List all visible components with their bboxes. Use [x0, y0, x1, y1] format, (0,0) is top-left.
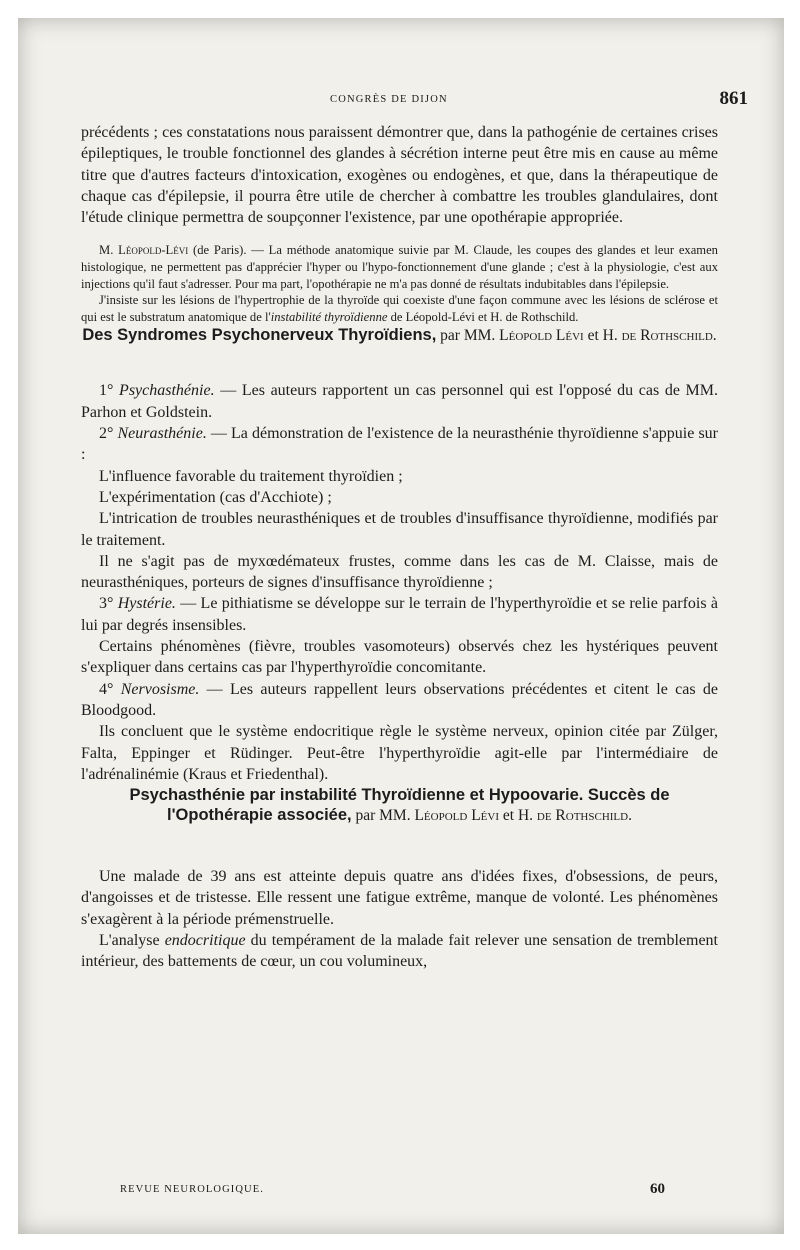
section1-by: par MM. — [436, 327, 500, 345]
item2-number: 2° — [99, 425, 118, 443]
discussion-text-1: — La méthode anatomique suivie par M. Claude, les coupes des glandes et leur examen histologique, ne permettent pas d'apprécier l'hyper ou l'hypo-fonctionnement d'une glande ; c'est à la physiologie, c'est aux injections qu'il faut s'adresser. Pour ma part, l'opothérapie ne m'a pas donné de résultats indubitables dans l'épilepsie. — [81, 243, 718, 291]
signature-number: 60 — [650, 1181, 665, 1197]
neurasthenie-point-4: Il ne s'agit pas de myxœdémateux frustes, comme dans les cas de M. Claisse, mais de neurasthéniques, porteurs de signes d'insuffisance thyroïdienne ; — [81, 552, 718, 592]
section2-title-text: Psychasthénie par instabilité Thyroïdienne et Hypoovarie. Succès de l'Opothérapie associée, — [129, 786, 670, 825]
neurasthenie-point-3: L'intrication de troubles neurasthéniques et de troubles d'insuffisance thyroïdienne, modifiés par le traitement. — [81, 510, 718, 549]
hysterie-point-1: Certains phénomènes (fièvre, troubles vasomoteurs) observés chez les hystériques peuvent s'expliquer dans certains cas par l'hyperthyroïdie concomitante. — [81, 638, 718, 677]
section1-title-text: Des Syndromes Psychonerveux Thyroïdiens, — [82, 326, 437, 345]
case-paragraph-2 — [81, 930, 718, 973]
syndromes-list — [81, 380, 718, 785]
item2-text: — La démonstration de l'existence de la neurasthénie thyroïdienne s'appuie sur : — [81, 425, 718, 464]
item4-number: 4° — [99, 680, 121, 698]
discussion-text-2a: J'insiste sur les lésions de l'hypertrophie de la thyroïde qui coexiste d'une façon commune avec les lésions de sclérose et qui est le substratum anatomique de l' — [81, 293, 718, 324]
discussion-block — [81, 242, 718, 325]
scanned-page — [18, 18, 784, 1234]
section1-author2: H. de Rothschild — [602, 327, 713, 345]
item3-text: — Le pithiatisme se développe sur le terrain de l'hyperthyroïdie et se relie parfois à lui par degrés insensibles. — [81, 595, 718, 634]
item3-number: 3° — [99, 595, 118, 613]
case-text-2a: L'analyse — [99, 931, 165, 949]
page-body — [81, 122, 718, 973]
section2-and: et — [499, 807, 518, 825]
speaker-name: M. Léopold-Lévi — [99, 243, 189, 258]
section1-and: et — [583, 327, 603, 345]
section1-end: . — [712, 327, 717, 345]
item-psychasthenie — [81, 380, 718, 423]
item1-label: Psychasthénie. — [119, 382, 215, 400]
journal-name: REVUE NEUROLOGIQUE. — [120, 1184, 264, 1195]
item-neurasthenie — [81, 423, 718, 466]
item-hysterie — [81, 593, 718, 636]
item4-text: — Les auteurs rappellent leurs observations précédentes et citent le cas de Bloodgood. — [81, 680, 719, 719]
section-title-syndromes — [81, 325, 718, 346]
case-report — [81, 866, 718, 972]
running-title: CONGRÈS DE DIJON — [330, 94, 448, 105]
section2-by: par MM. — [351, 807, 415, 825]
item1-text: — Les auteurs rapportent un cas personnel qui est l'opposé du cas de MM. Parhon et Goldstein. — [81, 382, 719, 421]
conclusion-paragraph: Ils concluent que le système endocritique règle le système nerveux, opinion citée par Zülger, Falta, Eppinger et Rüdinger. Peut-être l'hyperthyroïdie agit-elle par l'intermédiaire de l'adrénalinémie (Kraus et Friedenthal). — [81, 723, 718, 783]
section2-end: . — [628, 807, 632, 825]
item3-label: Hystérie. — [117, 595, 176, 613]
case-emphasis: endocritique — [164, 931, 246, 949]
item4-label: Nervosisme. — [120, 680, 200, 698]
section1-author1: Léopold Lévi — [499, 327, 584, 345]
page-number: 861 — [719, 88, 748, 109]
item-nervosisme — [81, 679, 718, 722]
discussion-paragraph-2 — [81, 292, 718, 325]
section2-author1: Léopold Lévi — [414, 807, 499, 825]
opening-paragraph: précédents ; ces constatations nous paraissent démontrer que, dans la pathogénie de certaines crises épileptiques, le trouble fonctionnel des glandes à sécrétion interne peut être mis en cause au même titre que d'autres facteurs d'intoxication, exogènes ou endogènes, et que, dans la thérapeutique de chaque cas d'épilepsie, il pourra être utile de chercher à combattre les troubles glandulaires, dont l'étude clinique permettra de soupçonner l'existence, par une opothérapie appropriée. — [81, 124, 718, 227]
item1-number: 1° — [99, 382, 120, 400]
discussion-text-2b: de Léopold-Lévi et H. de Rothschild. — [387, 309, 579, 324]
case-paragraph-1: Une malade de 39 ans est atteinte depuis quatre ans d'idées fixes, d'obsessions, de peurs, d'angoisses et de tristesse. Elle ressent une fatigue extrême, manque de volonté. Les phénomènes s'exagèrent à la période prémenstruelle. — [81, 868, 718, 928]
section-title-psychasthenie — [81, 785, 718, 826]
discussion-emphasis: instabilité thyroïdienne — [270, 309, 388, 324]
neurasthenie-point-2: L'expérimentation (cas d'Acchiote) ; — [99, 488, 332, 506]
discussion-paragraph-1 — [81, 242, 718, 292]
neurasthenie-point-1: L'influence favorable du traitement thyroïdien ; — [99, 467, 403, 485]
speaker-location: (de Paris). — [193, 243, 247, 258]
item2-label: Neurasthénie. — [117, 425, 207, 443]
case-text-2b: du tempérament de la malade fait relever une sensation de tremblement intérieur, des battements de cœur, un cou volumineux, — [81, 931, 718, 971]
section2-author2: H. de Rothschild — [517, 807, 629, 825]
